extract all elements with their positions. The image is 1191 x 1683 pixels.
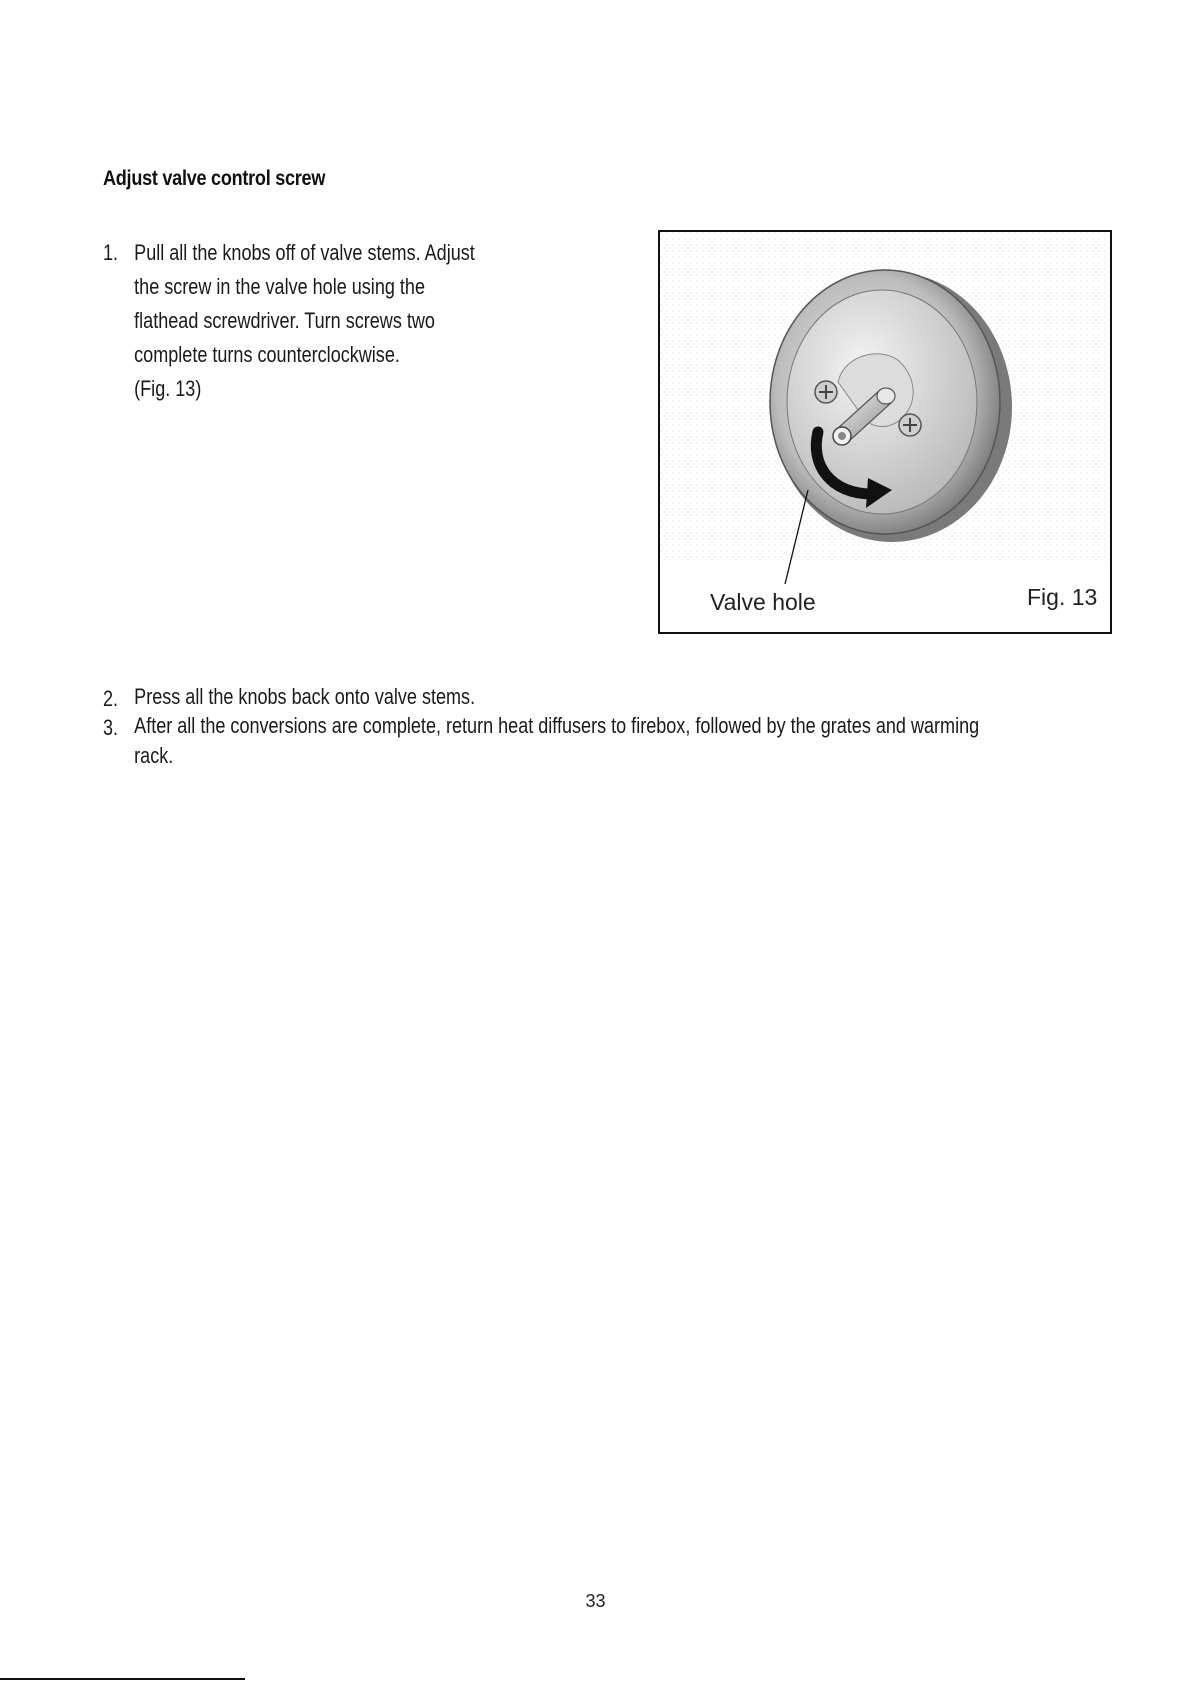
step-line: flathead screwdriver. Turn screws two bbox=[134, 308, 435, 333]
step-line: the screw in the valve hole using the bbox=[134, 274, 425, 299]
screw-right-icon bbox=[899, 414, 921, 436]
valve-hole-callout: Valve hole bbox=[710, 589, 816, 615]
figure-caption: Fig. 13 bbox=[1027, 584, 1098, 610]
step-text bbox=[134, 711, 979, 771]
step-line: complete turns counterclockwise. bbox=[134, 342, 400, 367]
footer-rule bbox=[0, 1678, 245, 1680]
step-line: After all the conversions are complete, return heat diffusers to firebox, followed by the grates and warming bbox=[134, 713, 980, 738]
step-line: Pull all the knobs off of valve stems. Adjust bbox=[134, 240, 475, 265]
page-number: 33 bbox=[585, 1591, 606, 1611]
valve-knob-illustration bbox=[660, 232, 1110, 632]
figure-13 bbox=[658, 230, 1112, 634]
step-number: 1. bbox=[103, 240, 119, 265]
step-text bbox=[134, 236, 475, 406]
step-number: 2. bbox=[103, 686, 119, 711]
step-line: rack. bbox=[134, 743, 174, 768]
step-text bbox=[134, 682, 475, 712]
screw-left-icon bbox=[815, 381, 837, 403]
section-heading: Adjust valve control screw bbox=[103, 167, 326, 190]
step-line: (Fig. 13) bbox=[134, 376, 202, 401]
step-number: 3. bbox=[103, 715, 119, 740]
step-line: Press all the knobs back onto valve stems. bbox=[134, 684, 476, 709]
